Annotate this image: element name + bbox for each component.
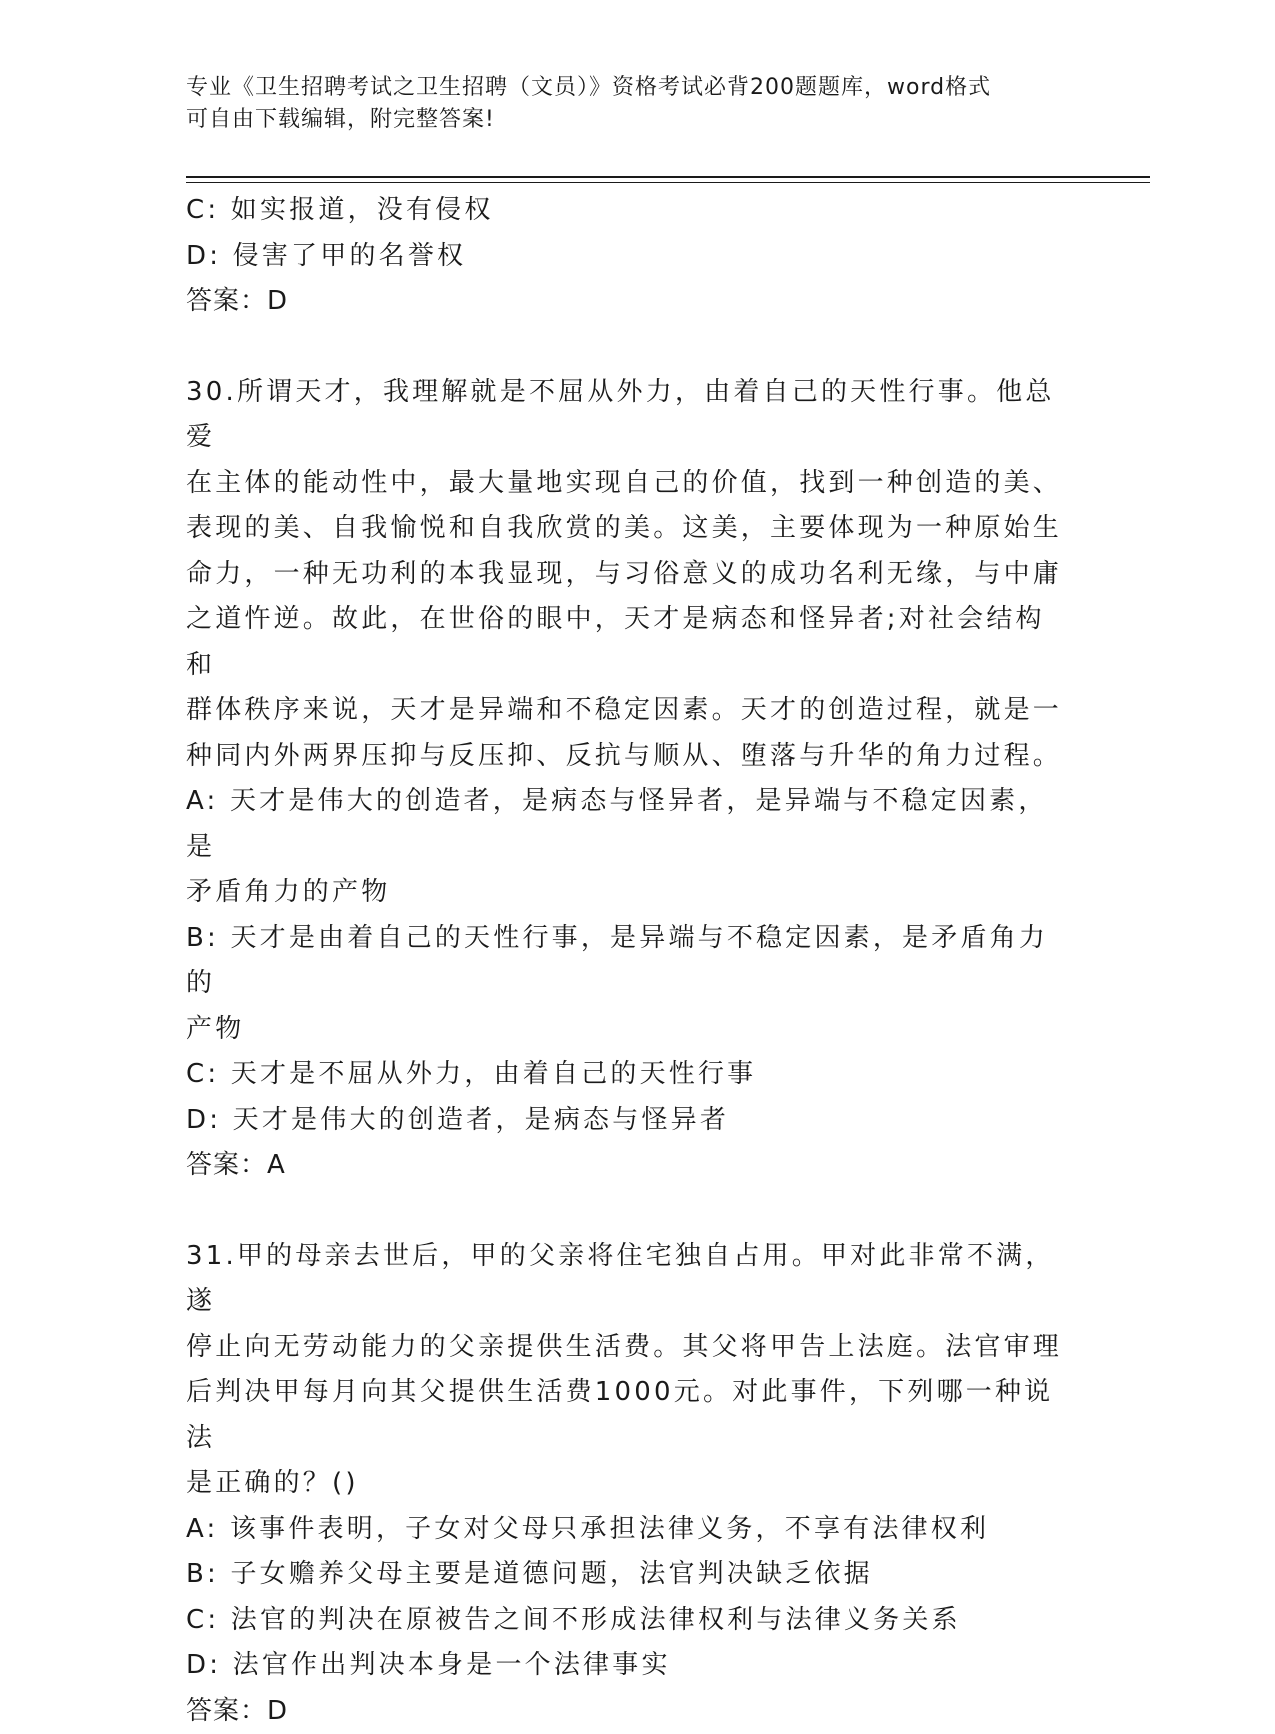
spacer [186, 325, 1066, 370]
question-30 [186, 370, 1066, 1189]
document-header [186, 72, 1066, 136]
q31-option-a: A: 该事件表明，子女对父母只承担法律义务，不享有法律权利 [186, 1507, 1066, 1553]
q30-option-b-line-1: B: 天才是由着自己的天性行事，是异端与不稳定因素，是矛盾角力的 [186, 916, 1066, 1007]
q30-stem-line: 在主体的能动性中，最大量地实现自己的价值，找到一种创造的美、 [186, 461, 1066, 507]
q31-option-d: D: 法官作出判决本身是一个法律事实 [186, 1643, 1066, 1689]
q29-option-c: C: 如实报道，没有侵权 [186, 188, 1066, 234]
q31-stem-line: 后判决甲每月向其父提供生活费1000元。对此事件，下列哪一种说法 [186, 1370, 1066, 1461]
q31-option-b: B: 子女赡养父母主要是道德问题，法官判决缺乏依据 [186, 1552, 1066, 1598]
q30-stem-line: 之道忤逆。故此，在世俗的眼中，天才是病态和怪异者;对社会结构和 [186, 597, 1066, 688]
header-title-line-2: 可自由下载编辑，附完整答案! [186, 104, 1066, 136]
header-divider-thin [186, 182, 1150, 183]
q30-option-b-line-2: 产物 [186, 1007, 1066, 1053]
q30-option-a-line-1: A: 天才是伟大的创造者，是病态与怪异者，是异端与不稳定因素，是 [186, 779, 1066, 870]
q30-answer: 答案：A [186, 1143, 1066, 1189]
header-title-line-1: 专业《卫生招聘考试之卫生招聘（文员）》资格考试必背200题题库，word格式 [186, 72, 1066, 104]
q31-stem-line: 是正确的？() [186, 1461, 1066, 1507]
question-29-tail [186, 188, 1066, 325]
q30-option-d: D: 天才是伟大的创造者，是病态与怪异者 [186, 1098, 1066, 1144]
q30-stem-line: 30.所谓天才，我理解就是不屈从外力，由着自己的天性行事。他总爱 [186, 370, 1066, 461]
question-31 [186, 1234, 1066, 1734]
q29-option-d: D: 侵害了甲的名誉权 [186, 234, 1066, 280]
q30-stem-line: 表现的美、自我愉悦和自我欣赏的美。这美，主要体现为一种原始生 [186, 506, 1066, 552]
q31-stem-line: 31.甲的母亲去世后，甲的父亲将住宅独自占用。甲对此非常不满，遂 [186, 1234, 1066, 1325]
q30-stem-line: 命力，一种无功利的本我显现，与习俗意义的成功名利无缘，与中庸 [186, 552, 1066, 598]
q31-option-c: C: 法官的判决在原被告之间不形成法律权利与法律义务关系 [186, 1598, 1066, 1644]
q30-option-c: C: 天才是不屈从外力，由着自己的天性行事 [186, 1052, 1066, 1098]
q31-stem-line: 停止向无劳动能力的父亲提供生活费。其父将甲告上法庭。法官审理 [186, 1325, 1066, 1371]
q29-answer: 答案：D [186, 279, 1066, 325]
header-divider-thick [186, 176, 1150, 178]
spacer [186, 1189, 1066, 1234]
q31-answer: 答案：D [186, 1689, 1066, 1734]
q30-stem-line: 种同内外两界压抑与反压抑、反抗与顺从、堕落与升华的角力过程。 [186, 734, 1066, 780]
document-body [186, 188, 1066, 1734]
q30-stem-line: 群体秩序来说，天才是异端和不稳定因素。天才的创造过程，就是一 [186, 688, 1066, 734]
q30-option-a-line-2: 矛盾角力的产物 [186, 870, 1066, 916]
